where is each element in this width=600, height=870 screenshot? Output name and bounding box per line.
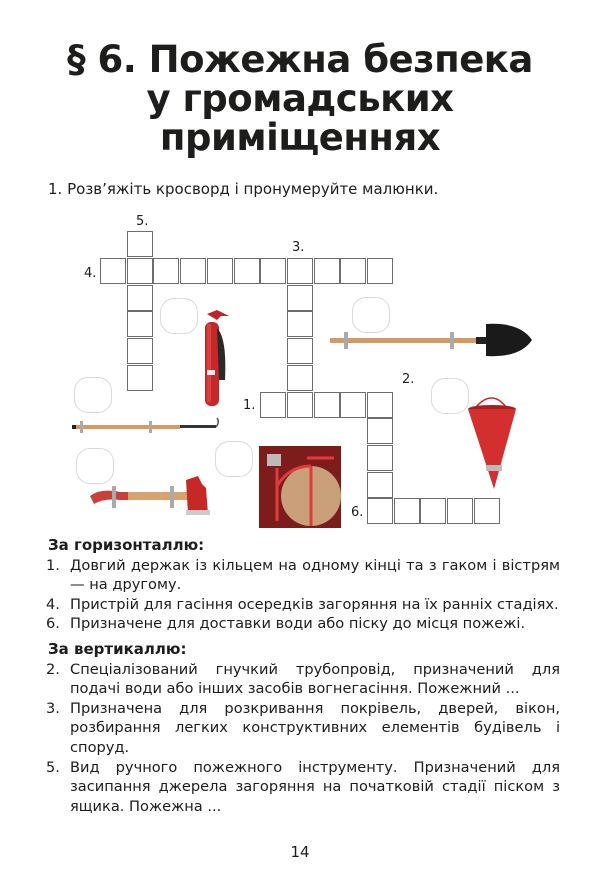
clue-item (48, 614, 560, 634)
crossword-cell[interactable] (447, 498, 473, 524)
title-line-1: § 6. Пожежна безпека (67, 38, 533, 81)
label-6: 6. (351, 505, 364, 520)
fire-hook-icon (72, 416, 222, 434)
page-title (0, 40, 600, 157)
answer-circle-hook[interactable] (74, 377, 112, 413)
crossword-cell[interactable] (314, 258, 340, 284)
clue-item (48, 758, 560, 817)
answer-circle-bucket[interactable] (431, 378, 469, 414)
down-heading: За вертикаллю: (48, 639, 187, 658)
crossword-cell[interactable] (180, 258, 206, 284)
label-4: 4. (84, 266, 97, 281)
crossword-cell[interactable] (314, 392, 340, 418)
crossword-cell[interactable] (260, 392, 286, 418)
clue-item (48, 660, 560, 699)
label-2: 2. (402, 372, 415, 387)
crossword-cell[interactable] (127, 365, 153, 391)
crossword-cell[interactable] (127, 311, 153, 337)
across-clues (48, 556, 560, 634)
crossword-cell[interactable] (287, 285, 313, 311)
clue-number: 3. (46, 699, 60, 717)
clue-text: Вид ручного пожежного інструменту. Призначений для засипання джерела загоряння на початковій стадії піском з ящика. Пожежна ... (70, 758, 560, 815)
clue-item (48, 699, 560, 758)
crossword-cell[interactable] (100, 258, 126, 284)
crossword-cell[interactable] (394, 498, 420, 524)
crossword-cell[interactable] (367, 258, 393, 284)
clue-text: Призначена для розкривання покрівель, дверей, вікон, розбирання легких конструктивних елементів будівель і споруд. (70, 699, 560, 756)
crossword-cell[interactable] (367, 418, 393, 444)
crossword-cell[interactable] (420, 498, 446, 524)
answer-circle-hose[interactable] (215, 441, 253, 477)
crossword-cell[interactable] (287, 258, 313, 284)
crossword-cell[interactable] (367, 392, 393, 418)
crossword-cell[interactable] (260, 258, 286, 284)
clue-number: 1. (46, 556, 60, 574)
title-line-3: приміщеннях (159, 116, 441, 159)
crossword-cell[interactable] (234, 258, 260, 284)
crossword-cell[interactable] (340, 258, 366, 284)
crossword-cell[interactable] (127, 258, 153, 284)
clue-number: 6. (46, 615, 60, 633)
label-1: 1. (243, 398, 256, 413)
down-clues (48, 660, 560, 817)
clue-number: 2. (46, 660, 60, 678)
crossword-cell[interactable] (474, 498, 500, 524)
crossword-cell[interactable] (367, 498, 393, 524)
crossword-cell[interactable] (367, 445, 393, 471)
across-heading: За горизонталлю: (48, 536, 205, 554)
clue-text: Призначене для доставки води або піску до місця пожежі. (70, 615, 526, 633)
title-line-2: у громадських (146, 77, 454, 120)
label-3: 3. (292, 240, 305, 255)
clue-number: 5. (46, 758, 60, 776)
label-5: 5. (136, 214, 149, 229)
page-number: 14 (290, 843, 310, 861)
clue-text: Пристрій для гасіння осередків загоряння на їх ранніх стадіях. (70, 595, 559, 613)
shovel-icon (330, 320, 535, 362)
cone-bucket-icon (466, 393, 518, 491)
crossword-cell[interactable] (340, 392, 366, 418)
crossword-cell[interactable] (287, 392, 313, 418)
crossword-cell[interactable] (287, 311, 313, 337)
answer-circle-extinguisher[interactable] (160, 298, 198, 334)
clue-item (48, 595, 560, 615)
crossword-cell[interactable] (127, 285, 153, 311)
crossword-cell[interactable] (287, 365, 313, 391)
crossword-cell[interactable] (127, 338, 153, 364)
clue-item (48, 556, 560, 595)
clue-text: Спеціалізований гнучкий трубопровід, призначений для подачі води або інших засобів вогнегасіння. Пожежний ... (70, 660, 560, 698)
fire-extinguisher-icon (195, 308, 231, 406)
clue-text: Довгий держак із кільцем на одному кінці та з гаком і вістрям — на другому. (70, 556, 560, 594)
clue-number: 4. (46, 595, 60, 613)
hose-reel-icon (259, 446, 341, 528)
crossword-cell[interactable] (153, 258, 179, 284)
task-instruction: 1. Розв’яжіть кросворд і пронумеруйте малюнки. (48, 180, 439, 198)
fire-axe-icon (90, 474, 216, 518)
crossword-cell[interactable] (207, 258, 233, 284)
crossword-cell[interactable] (287, 338, 313, 364)
crossword-cell[interactable] (127, 231, 153, 257)
crossword-cell[interactable] (367, 472, 393, 498)
clues-section (48, 536, 560, 816)
